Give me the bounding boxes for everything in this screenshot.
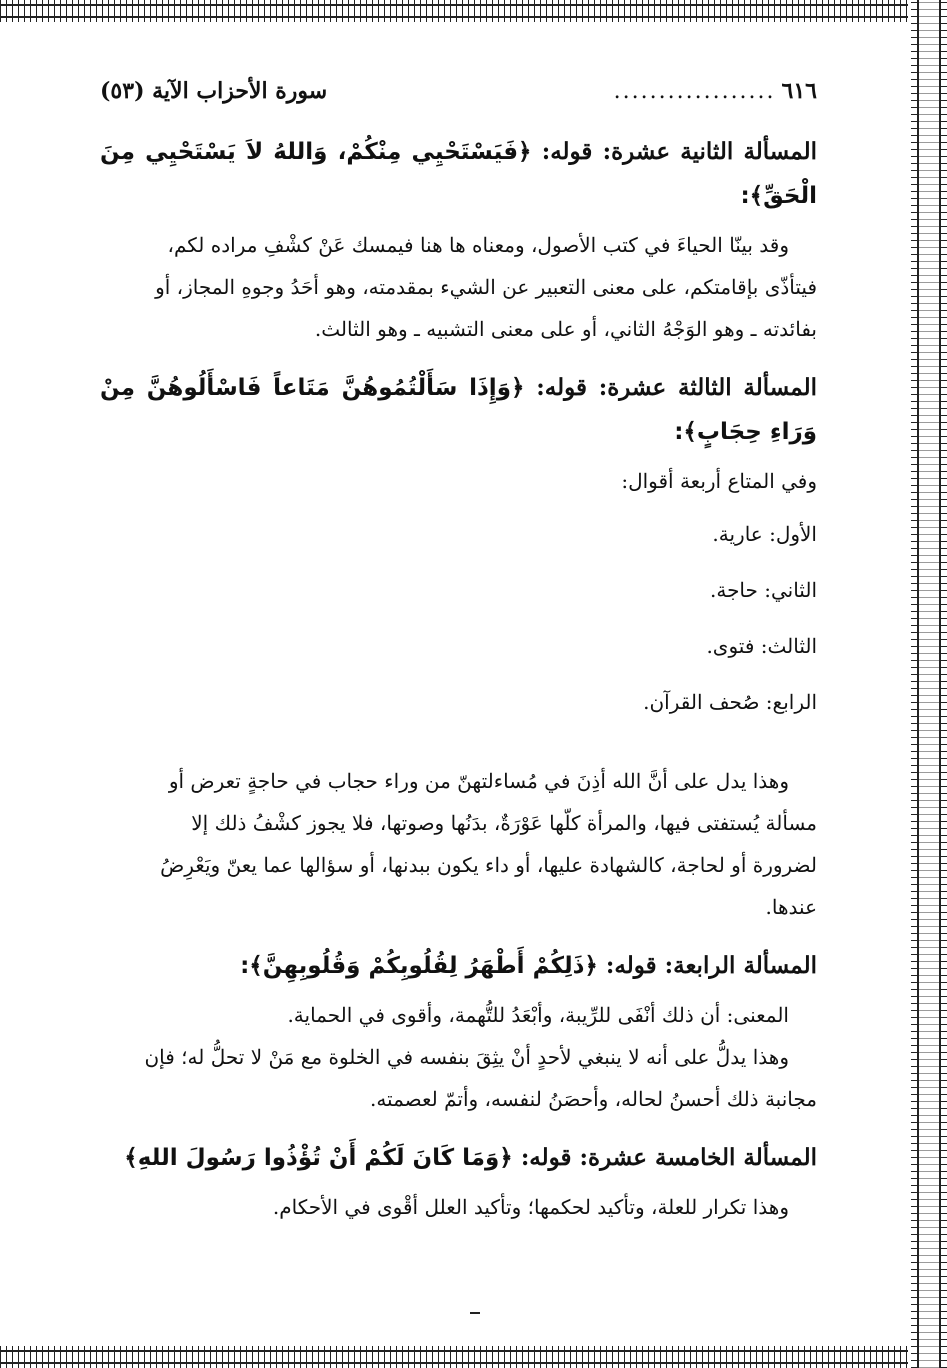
masala-14-quote: ﴿ذَلِكُمْ أَطْهَرُ لِقُلُوبِكُمْ وَقُلُوبِهِنَّ﴾: [240, 953, 598, 979]
masala-13-list [100, 506, 817, 730]
masala-15-body [100, 1186, 817, 1228]
masala-12-heading [100, 130, 817, 218]
ornamental-border-top [0, 0, 908, 22]
body-line: لضرورة أو لحاجة، كالشهادة عليها، أو داء يكون ببدنها، أو سؤالها عما يعنّ ويَعْرِضُ [160, 853, 817, 877]
masala-15-quote: ﴿وَمَا كَانَ لَكُمْ أَنْ تُؤْذُوا رَسُولَ اللهِ﴾ [124, 1145, 513, 1171]
body-line: وقد بينّا الحياءَ في كتب الأصول، ومعناه ها هنا فيمسك عَنْ كشْفِ مراده لكم، [167, 233, 789, 257]
body-line: مسألة يُستفتى فيها، والمرأة كلّها عَوْرَةٌ، بدَنُها وصوتها، فلا يجوز كشْفُ ذلك إلا [191, 811, 817, 835]
masala-13-heading [100, 366, 817, 454]
list-item: الثالث: فتوى. [706, 634, 817, 658]
masala-13-body [100, 760, 817, 928]
list-item: الثاني: حاجة. [709, 578, 817, 602]
list-item: الأول: عارية. [712, 522, 817, 546]
body-line: المعنى: أن ذلك أنْفَى للرِّيبة، وأبْعَدُ للتُّهمة، وأقوى في الحماية. [287, 1003, 789, 1027]
masala-14-heading [100, 944, 817, 988]
page-header [100, 78, 817, 104]
body-line: مجانبة ذلك أحسنُ لحاله، وأحصَنُ لنفسه، وأتمّ لعصمته. [369, 1087, 817, 1111]
masala-12-body [100, 224, 817, 350]
page-number: ٦١٦ [781, 78, 817, 104]
masala-15-title: المسألة الخامسة عشرة: قوله: [520, 1144, 817, 1171]
header-dots: .................. [613, 79, 776, 104]
body-line: فيتأذّى بإقامتكم، على معنى التعبير عن الشيء بمقدمته، وهو أحَدُ وجوهِ المجاز، أو [155, 275, 817, 299]
surah-title: سورة الأحزاب الآية (٥٣) [100, 78, 328, 104]
masala-13-quote: ﴿وَإِذَا سَأَلْتُمُوهُنَّ مَتَاعاً فَاسْأَلُوهُنَّ مِنْ وَرَاءِ حِجَابٍ﴾: [100, 375, 817, 445]
masala-12-quote: ﴿فَيَسْتَحْيِي مِنْكُمْ، وَاللهُ لاَ يَسْتَحْيِي مِنَ الْحَقِّ﴾: [100, 139, 817, 209]
body-line: بفائدته ـ وهو الوَجْهُ الثاني، أو على معنى التشبيه ـ وهو الثالث. [314, 317, 817, 341]
body-line: وهذا يدلُّ على أنه لا ينبغي لأحدٍ أنْ يثِقَ بنفسه في الخلوة مع مَنْ لا تحلُّ له؛ فإن [144, 1045, 789, 1069]
masala-13-title: المسألة الثالثة عشرة: قوله: [536, 374, 817, 401]
page-content [100, 78, 817, 1228]
masala-14-body [100, 994, 817, 1120]
masala-13-intro: وفي المتاع أربعة أقوال: [621, 469, 817, 493]
masala-14-title: المسألة الرابعة: قوله: [605, 952, 817, 979]
list-item: الرابع: صُحف القرآن. [643, 690, 817, 714]
body-line: عندها. [765, 895, 817, 919]
masala-12-title: المسألة الثانية عشرة: قوله: [541, 138, 817, 165]
body-line: وهذا يدل على أنَّ الله أذِنَ في مُساءلتهنّ من وراء حجاب في حاجةٍ تعرض أو [168, 769, 789, 793]
body-line: وهذا تكرار للعلة، وتأكيد لحكمها؛ وتأكيد العلل أقْوى في الأحكام. [272, 1195, 789, 1219]
masala-15-heading [100, 1136, 817, 1180]
ornamental-border-bottom [0, 1346, 908, 1368]
footer-mark [470, 1312, 480, 1314]
ornamental-border-right [911, 0, 947, 1368]
